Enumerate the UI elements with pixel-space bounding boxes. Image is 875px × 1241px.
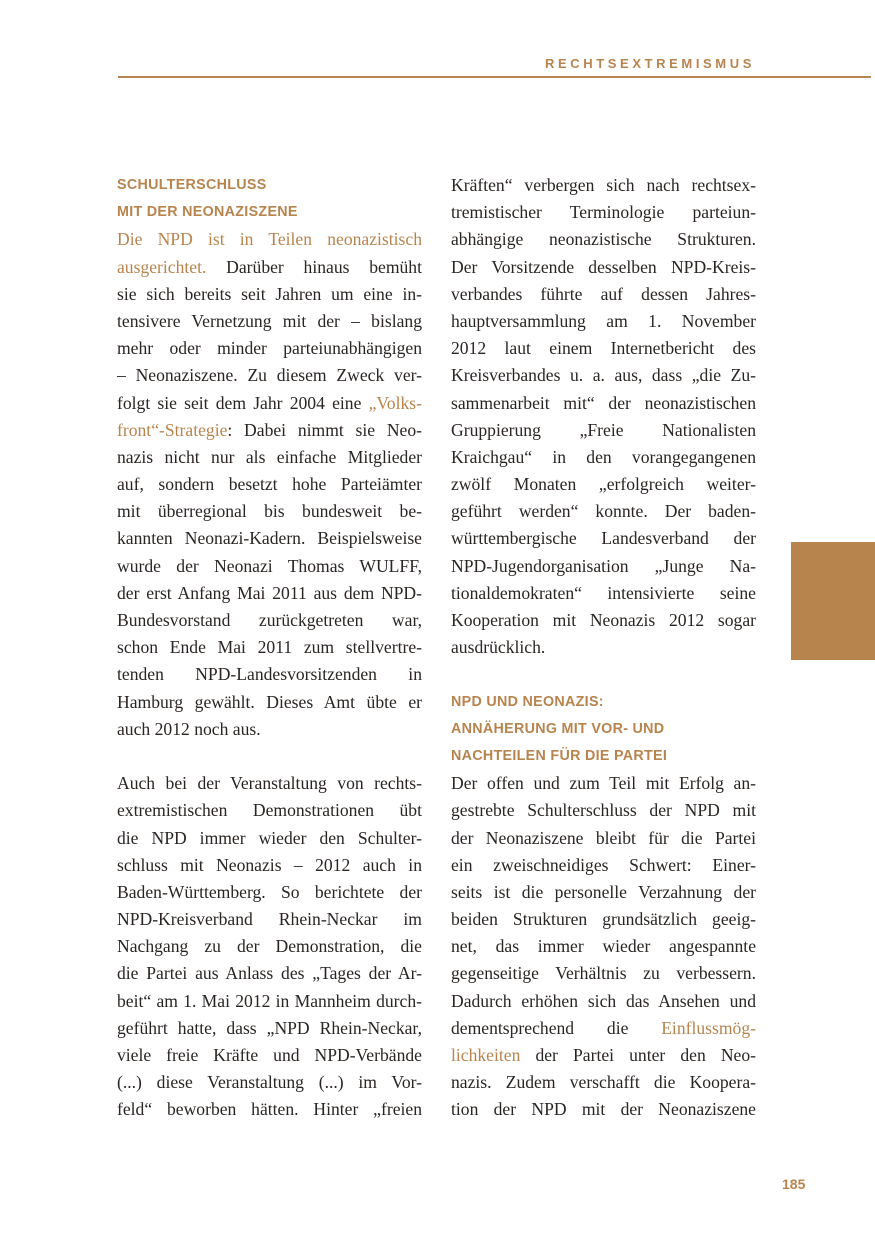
body-line: der erst Anfang Mai 2011 aus dem NPD- (117, 582, 422, 603)
body-line: gestrebte Schulterschluss der NPD mit (451, 800, 756, 821)
body-line: Gruppierung „Freie Nationalisten (451, 419, 756, 440)
body-line: Kraichgau“ in den vorangegangenen (451, 446, 756, 467)
body-line: nazis. Zudem verschafft die Koopera- (451, 1072, 756, 1093)
body-line: extremistischen Demonstrationen übt (117, 800, 422, 821)
body-text: : Dabei nimmt sie Neo- (227, 419, 422, 440)
body-line: die NPD immer wieder den Schulter- (117, 827, 422, 848)
body-line (117, 254, 422, 281)
body-line: der Neonaziszene bleibt für die Partei (451, 827, 756, 848)
body-line: auf, sondern besetzt hohe Parteiämter (117, 474, 422, 495)
body-line: Baden-Württemberg. So berichtete der (117, 881, 422, 902)
glossary-link[interactable]: Einflussmög- (661, 1017, 756, 1038)
body-line: ausdrücklich. (451, 637, 546, 658)
body-line: Der Vorsitzende desselben NPD-Kreis- (451, 256, 756, 277)
body-text: folgt sie seit dem Jahr 2004 eine (117, 392, 369, 413)
body-line: mehr oder minder parteiunabhängigen (117, 338, 422, 359)
body-line: abhängige neonazistische Strukturen. (451, 229, 756, 250)
section-heading-line: ANNÄHERUNG MIT VOR- UND (451, 720, 665, 737)
body-line: seits ist die personelle Verzahnung der (451, 881, 756, 902)
body-line: Kräften“ verbergen sich nach rechtsex- (451, 175, 756, 195)
body-line: kannten Neonazi-Kadern. Beispielsweise (117, 528, 422, 549)
body-line: wurde der Neonazi Thomas WULFF, (117, 555, 422, 576)
left-column (117, 172, 422, 1124)
body-line: mit überregional bis bundesweit be- (117, 501, 422, 522)
body-line: auch 2012 noch aus. (117, 718, 261, 739)
body-line: Bundesvorstand zurückgetreten war, (117, 610, 422, 630)
body-line: NPD-Jugendorganisation „Junge Na- (451, 555, 756, 576)
body-line: württembergische Landesverband der (451, 528, 756, 549)
page-number: 185 (782, 1176, 806, 1192)
body-line: Kreisverbandes u. a. aus, dass „die Zu- (451, 365, 756, 386)
body-line: Der offen und zum Teil mit Erfolg an- (451, 773, 756, 794)
body-line: tenden NPD-Landesvorsitzenden in (117, 664, 422, 685)
glossary-link[interactable]: lichkeiten (451, 1045, 521, 1065)
body-line: tion der NPD mit der Neonaziszene (451, 1099, 756, 1120)
lead-text: Die NPD ist in Teilen neonazistisch (117, 229, 422, 250)
body-text: dementsprechend die (451, 1017, 662, 1038)
paragraph-gap (117, 743, 422, 770)
body-line: net, das immer wieder angespannte (451, 936, 756, 957)
body-line: (...) diese Veranstaltung (...) im Vor- (117, 1072, 422, 1093)
body-line: tensivere Vernetzung mit der – bislang (117, 310, 422, 331)
body-line: 2012 laut einem Internetbericht des (451, 338, 756, 359)
body-line (451, 1042, 756, 1069)
running-head: RECHTSEXTREMISMUS (545, 56, 755, 71)
glossary-link[interactable]: front“-Strategie (117, 419, 228, 440)
section-heading-line: SCHULTERSCHLUSS (117, 177, 267, 193)
body-line: tionaldemokraten“ intensivierte seine (451, 582, 756, 603)
body-line: beit“ am 1. Mai 2012 in Mannheim durch- (117, 990, 422, 1011)
body-line: geführt werden“ konnte. Der baden- (451, 501, 756, 522)
body-line: sie sich bereits seit Jahren um eine in- (117, 283, 422, 304)
body-text: Darüber hinaus bemüht (206, 256, 422, 277)
body-line: Hamburg gewählt. Dieses Amt übte er (117, 691, 422, 712)
body-line: schluss mit Neonazis – 2012 auch in (117, 854, 422, 875)
body-line: – Neonaziszene. Zu diesem Zweck ver- (117, 365, 422, 386)
body-line: Nachgang zu der Demonstration, die (117, 936, 422, 957)
body-line: nazis nicht nur als einfache Mitglieder (117, 446, 422, 467)
section-heading-line: NACHTEILEN FÜR DIE PARTEI (451, 747, 668, 764)
body-line: Dadurch erhöhen sich das Ansehen und (451, 990, 756, 1011)
body-line: hauptversammlung am 1. November (451, 310, 756, 331)
right-column (451, 172, 756, 1124)
body-line: sammenarbeit mit“ der neonazistischen (451, 392, 756, 413)
body-line: gegenseitige Verhältnis zu verbessern. (451, 963, 756, 984)
body-line: die Partei aus Anlass des „Tages der Ar- (117, 963, 422, 984)
body-line: geführt hatte, dass „NPD Rhein-Neckar, (117, 1017, 422, 1038)
body-line: ein zweischneidiges Schwert: Einer- (451, 854, 756, 875)
header-rule (118, 76, 871, 78)
body-text: der Partei unter den Neo- (520, 1045, 756, 1065)
lead-text: ausgerichtet. (117, 256, 207, 277)
body-line: beiden Strukturen grundsätzlich geeig- (451, 909, 756, 930)
body-line (451, 1015, 756, 1042)
section-heading-line: NPD UND NEONAZIS: (451, 693, 604, 710)
section-heading-line: MIT DER NEONAZISZENE (117, 204, 298, 221)
body-line: verbandes führte auf dessen Jahres- (451, 283, 756, 304)
body-line: zwölf Monaten „erfolgreich weiter- (451, 474, 756, 495)
body-line (117, 417, 422, 444)
body-line: viele freie Kräfte und NPD-Verbände (117, 1045, 422, 1065)
body-line: Kooperation mit Neonazis 2012 sogar (451, 610, 756, 630)
body-line: feld“ beworben hätten. Hinter „freien (117, 1099, 422, 1120)
body-line: tremistischer Terminologie parteiun- (451, 202, 756, 223)
paragraph-gap (451, 661, 756, 688)
glossary-link[interactable]: „Volks- (368, 392, 422, 413)
body-line (117, 390, 422, 417)
body-line: NPD-Kreisverband Rhein-Neckar im (117, 909, 422, 930)
section-thumb-tab (791, 542, 875, 660)
body-line: schon Ende Mai 2011 zum stellvertre- (117, 637, 422, 658)
body-line: Auch bei der Veranstaltung von rechts- (117, 773, 422, 794)
